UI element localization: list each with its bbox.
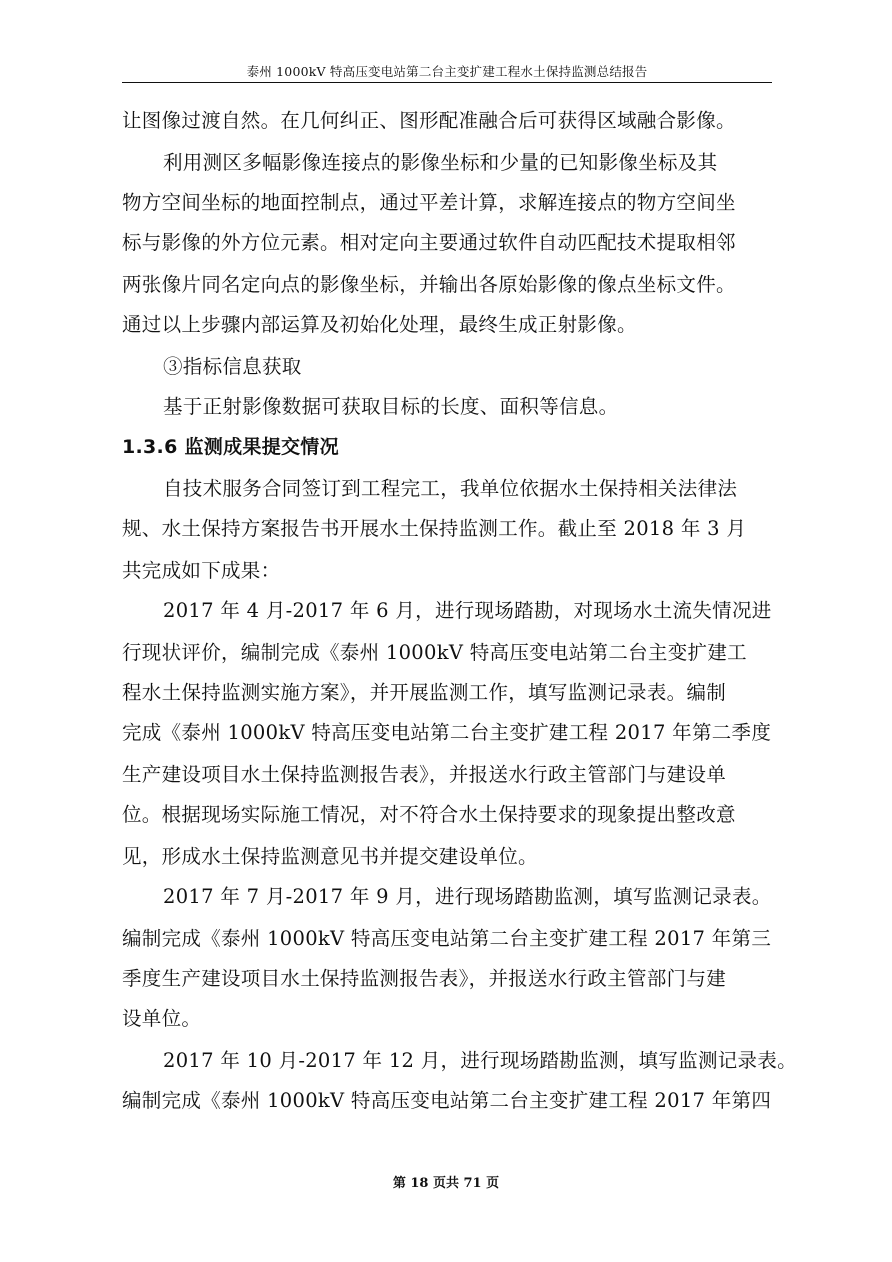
text-line: 利用测区多幅影像连接点的影像坐标和少量的已知影像坐标及其 bbox=[163, 151, 718, 174]
text-line: 2017 年 10 月-2017 年 12 月，进行现场踏勘监测，填写监测记录表。 bbox=[163, 1049, 797, 1072]
text-line: 位。根据现场实际施工情况，对不符合水土保持要求的现象提出整改意 bbox=[122, 803, 736, 826]
text-line: 设单位。 bbox=[122, 1007, 202, 1030]
text-line: 通过以上步骤内部运算及初始化处理，最终生成正射影像。 bbox=[122, 313, 637, 336]
text-line: 程水土保持监测实施方案》，并开展监测工作，填写监测记录表。编制 bbox=[122, 681, 727, 704]
text-line: 编制完成《泰州 1000kV 特高压变电站第二台主变扩建工程 2017 年第三 bbox=[122, 927, 772, 950]
subheading: ③指标信息获取 bbox=[163, 355, 302, 378]
text-line: 规、水土保持方案报告书开展水土保持监测工作。截止至 2018 年 3 月 bbox=[122, 517, 747, 540]
text-line: 行现状评价，编制完成《泰州 1000kV 特高压变电站第二台主变扩建工 bbox=[122, 641, 747, 664]
text-line: 2017 年 4 月-2017 年 6 月，进行现场踏勘，对现场水土流失情况进 bbox=[163, 599, 772, 622]
text-line: 见，形成水土保持监测意见书并提交建设单位。 bbox=[122, 845, 538, 868]
text-line: 两张像片同名定向点的影像坐标，并输出各原始影像的像点坐标文件。 bbox=[122, 273, 736, 296]
text-line: 标与影像的外方位元素。相对定向主要通过软件自动匹配技术提取相邻 bbox=[122, 231, 736, 254]
text-line: 物方空间坐标的地面控制点，通过平差计算，求解连接点的物方空间坐 bbox=[122, 191, 736, 214]
text-line: 自技术服务合同签订到工程完工，我单位依据水土保持相关法律法 bbox=[163, 477, 738, 500]
header-divider bbox=[122, 82, 772, 83]
text-line: 让图像过渡自然。在几何纠正、图形配准融合后可获得区域融合影像。 bbox=[122, 109, 736, 132]
text-line: 生产建设项目水土保持监测报告表》，并报送水行政主管部门与建设单 bbox=[122, 763, 727, 786]
text-line: 2017 年 7 月-2017 年 9 月，进行现场踏勘监测，填写监测记录表。 bbox=[163, 885, 772, 908]
section-heading: 1.3.6 监测成果提交情况 bbox=[122, 436, 339, 458]
text-line: 基于正射影像数据可获取目标的长度、面积等信息。 bbox=[163, 395, 619, 418]
text-line: 季度生产建设项目水土保持监测报告表》，并报送水行政主管部门与建 bbox=[122, 967, 727, 990]
text-line: 共完成如下成果： bbox=[122, 559, 281, 582]
page-number: 第 18 页共 71 页 bbox=[392, 1176, 500, 1191]
text-line: 完成《泰州 1000kV 特高压变电站第二台主变扩建工程 2017 年第二季度 bbox=[122, 721, 772, 744]
text-line: 编制完成《泰州 1000kV 特高压变电站第二台主变扩建工程 2017 年第四 bbox=[122, 1089, 772, 1112]
running-header: 泰州 1000kV 特高压变电站第二台主变扩建工程水土保持监测总结报告 bbox=[246, 64, 648, 79]
